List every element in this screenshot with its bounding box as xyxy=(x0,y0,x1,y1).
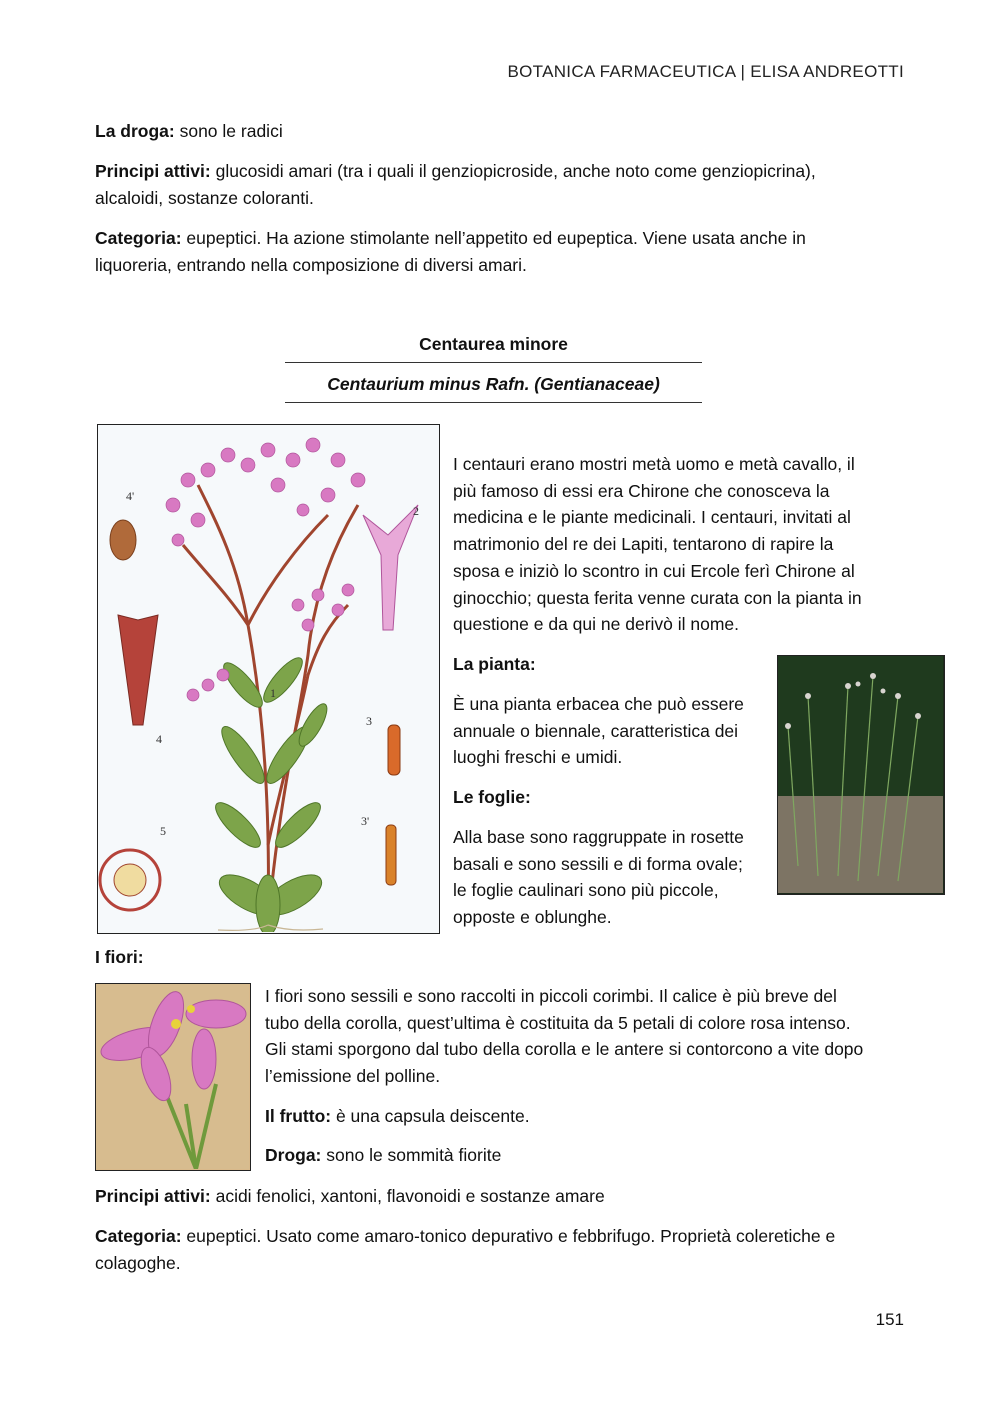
value-line2: colagoghe. xyxy=(95,1252,181,1273)
label: Categoria: xyxy=(95,1226,182,1246)
pianta-line: luoghi freschi e umidi. xyxy=(453,747,623,768)
foglie-paragraph xyxy=(453,824,773,931)
illustration-label: 5 xyxy=(160,824,166,838)
value: sono le radici xyxy=(174,121,283,141)
habitat-photo-drawing xyxy=(778,656,943,893)
frutto xyxy=(265,1103,530,1130)
intro-line: medicina e le piante medicinali. I centauri, invitati al xyxy=(453,507,851,528)
label: Principi attivi: xyxy=(95,1186,211,1206)
value-line1: eupeptici. Ha azione stimolante nell’appetito ed eupeptica. Viene usata anche in xyxy=(181,228,806,248)
intro-paragraph xyxy=(453,451,903,638)
label: Il frutto: xyxy=(265,1106,332,1126)
flower-photo-drawing xyxy=(96,984,249,1169)
value-line2: liquoreria, entrando nella composizione di diversi amari. xyxy=(95,254,527,275)
title-rule-bottom xyxy=(285,402,702,403)
label: La droga: xyxy=(95,121,175,141)
value-line1: eupeptici. Usato come amaro-tonico depurativo e febbrifugo. Proprietà coleretiche e xyxy=(181,1226,836,1246)
foglie-heading: Le foglie: xyxy=(453,787,531,807)
running-header: BOTANICA FARMACEUTICA | ELISA ANDREOTTI xyxy=(507,62,904,81)
illustration-label: 3 xyxy=(366,714,372,728)
foglie-line: Alla base sono raggruppate in rosette xyxy=(453,827,744,847)
prev-droga xyxy=(95,118,283,145)
page-number: 151 xyxy=(875,1310,904,1329)
illustration-label: 2 xyxy=(413,504,419,518)
fiori-paragraph xyxy=(265,983,905,1090)
flower-photo xyxy=(95,983,251,1171)
prev-categoria xyxy=(95,225,895,278)
illustration-label: 3' xyxy=(361,814,370,828)
foglie-line: basali e sono sessili e di forma ovale; xyxy=(453,853,743,874)
fiori-line: I fiori sono sessili e sono raccolti in piccoli corimbi. Il calice è più breve del xyxy=(265,986,837,1006)
label: Droga: xyxy=(265,1145,322,1165)
pianta-line: È una pianta erbacea che può essere xyxy=(453,694,744,714)
value-line1: glucosidi amari (tra i quali il genziopicroside, anche noto come genziopicrina), xyxy=(210,161,816,181)
intro-line: questione e da qui ne derivò il nome. xyxy=(453,614,740,635)
intro-line: ginocchio; questa ferita venne curata con la pianta in xyxy=(453,587,862,608)
plant-scientific-name: Centaurium minus Rafn. (Gentianaceae) xyxy=(327,374,660,394)
plant-common-name: Centaurea minore xyxy=(419,334,568,354)
value: sono le sommità fiorite xyxy=(321,1145,502,1165)
fiori-line: l’emissione del polline. xyxy=(265,1066,441,1087)
pianta-line: annuale o biennale, caratteristica dei xyxy=(453,720,739,741)
foglie-line: le foglie caulinari sono più piccole, xyxy=(453,880,719,901)
value: acidi fenolici, xantoni, flavonoidi e sostanze amare xyxy=(210,1186,605,1206)
illustration-label: 1 xyxy=(270,686,276,700)
title-rule-top xyxy=(285,362,702,363)
fiori-line: tubo della corolla, quest’ultima è costituita da 5 petali di colore rosa intenso. xyxy=(265,1012,851,1033)
value-line2: alcaloidi, sostanze coloranti. xyxy=(95,187,314,208)
fiori-line: Gli stami sporgono dal tubo della corolla e le antere si contorcono a vite dopo xyxy=(265,1039,864,1060)
pianta-paragraph xyxy=(453,691,773,771)
pianta-heading: La pianta: xyxy=(453,654,536,674)
principi-attivi xyxy=(95,1183,605,1210)
value: è una capsula deiscente. xyxy=(331,1106,530,1126)
botanical-illustration xyxy=(97,424,440,934)
label: Categoria: xyxy=(95,228,182,248)
intro-line: sposa e iniziò lo scontro in cui Ercole ferì Chirone al xyxy=(453,560,855,581)
habitat-photo xyxy=(777,655,945,895)
label: Principi attivi: xyxy=(95,161,211,181)
intro-line: I centauri erano mostri metà uomo e metà cavallo, il xyxy=(453,454,855,474)
intro-line: matrimonio del re dei Lapiti, tentarono di rapire la xyxy=(453,534,834,555)
illustration-label: 4' xyxy=(126,489,135,503)
intro-line: più famoso di essi era Chirone che conosceva la xyxy=(453,480,830,501)
foglie-line: opposte e oblunghe. xyxy=(453,907,612,928)
droga xyxy=(265,1142,501,1169)
prev-principi xyxy=(95,158,895,211)
categoria xyxy=(95,1223,905,1276)
fiori-heading: I fiori: xyxy=(95,947,144,967)
illustration-label: 4 xyxy=(156,732,162,746)
illustration-drawing xyxy=(98,425,438,932)
